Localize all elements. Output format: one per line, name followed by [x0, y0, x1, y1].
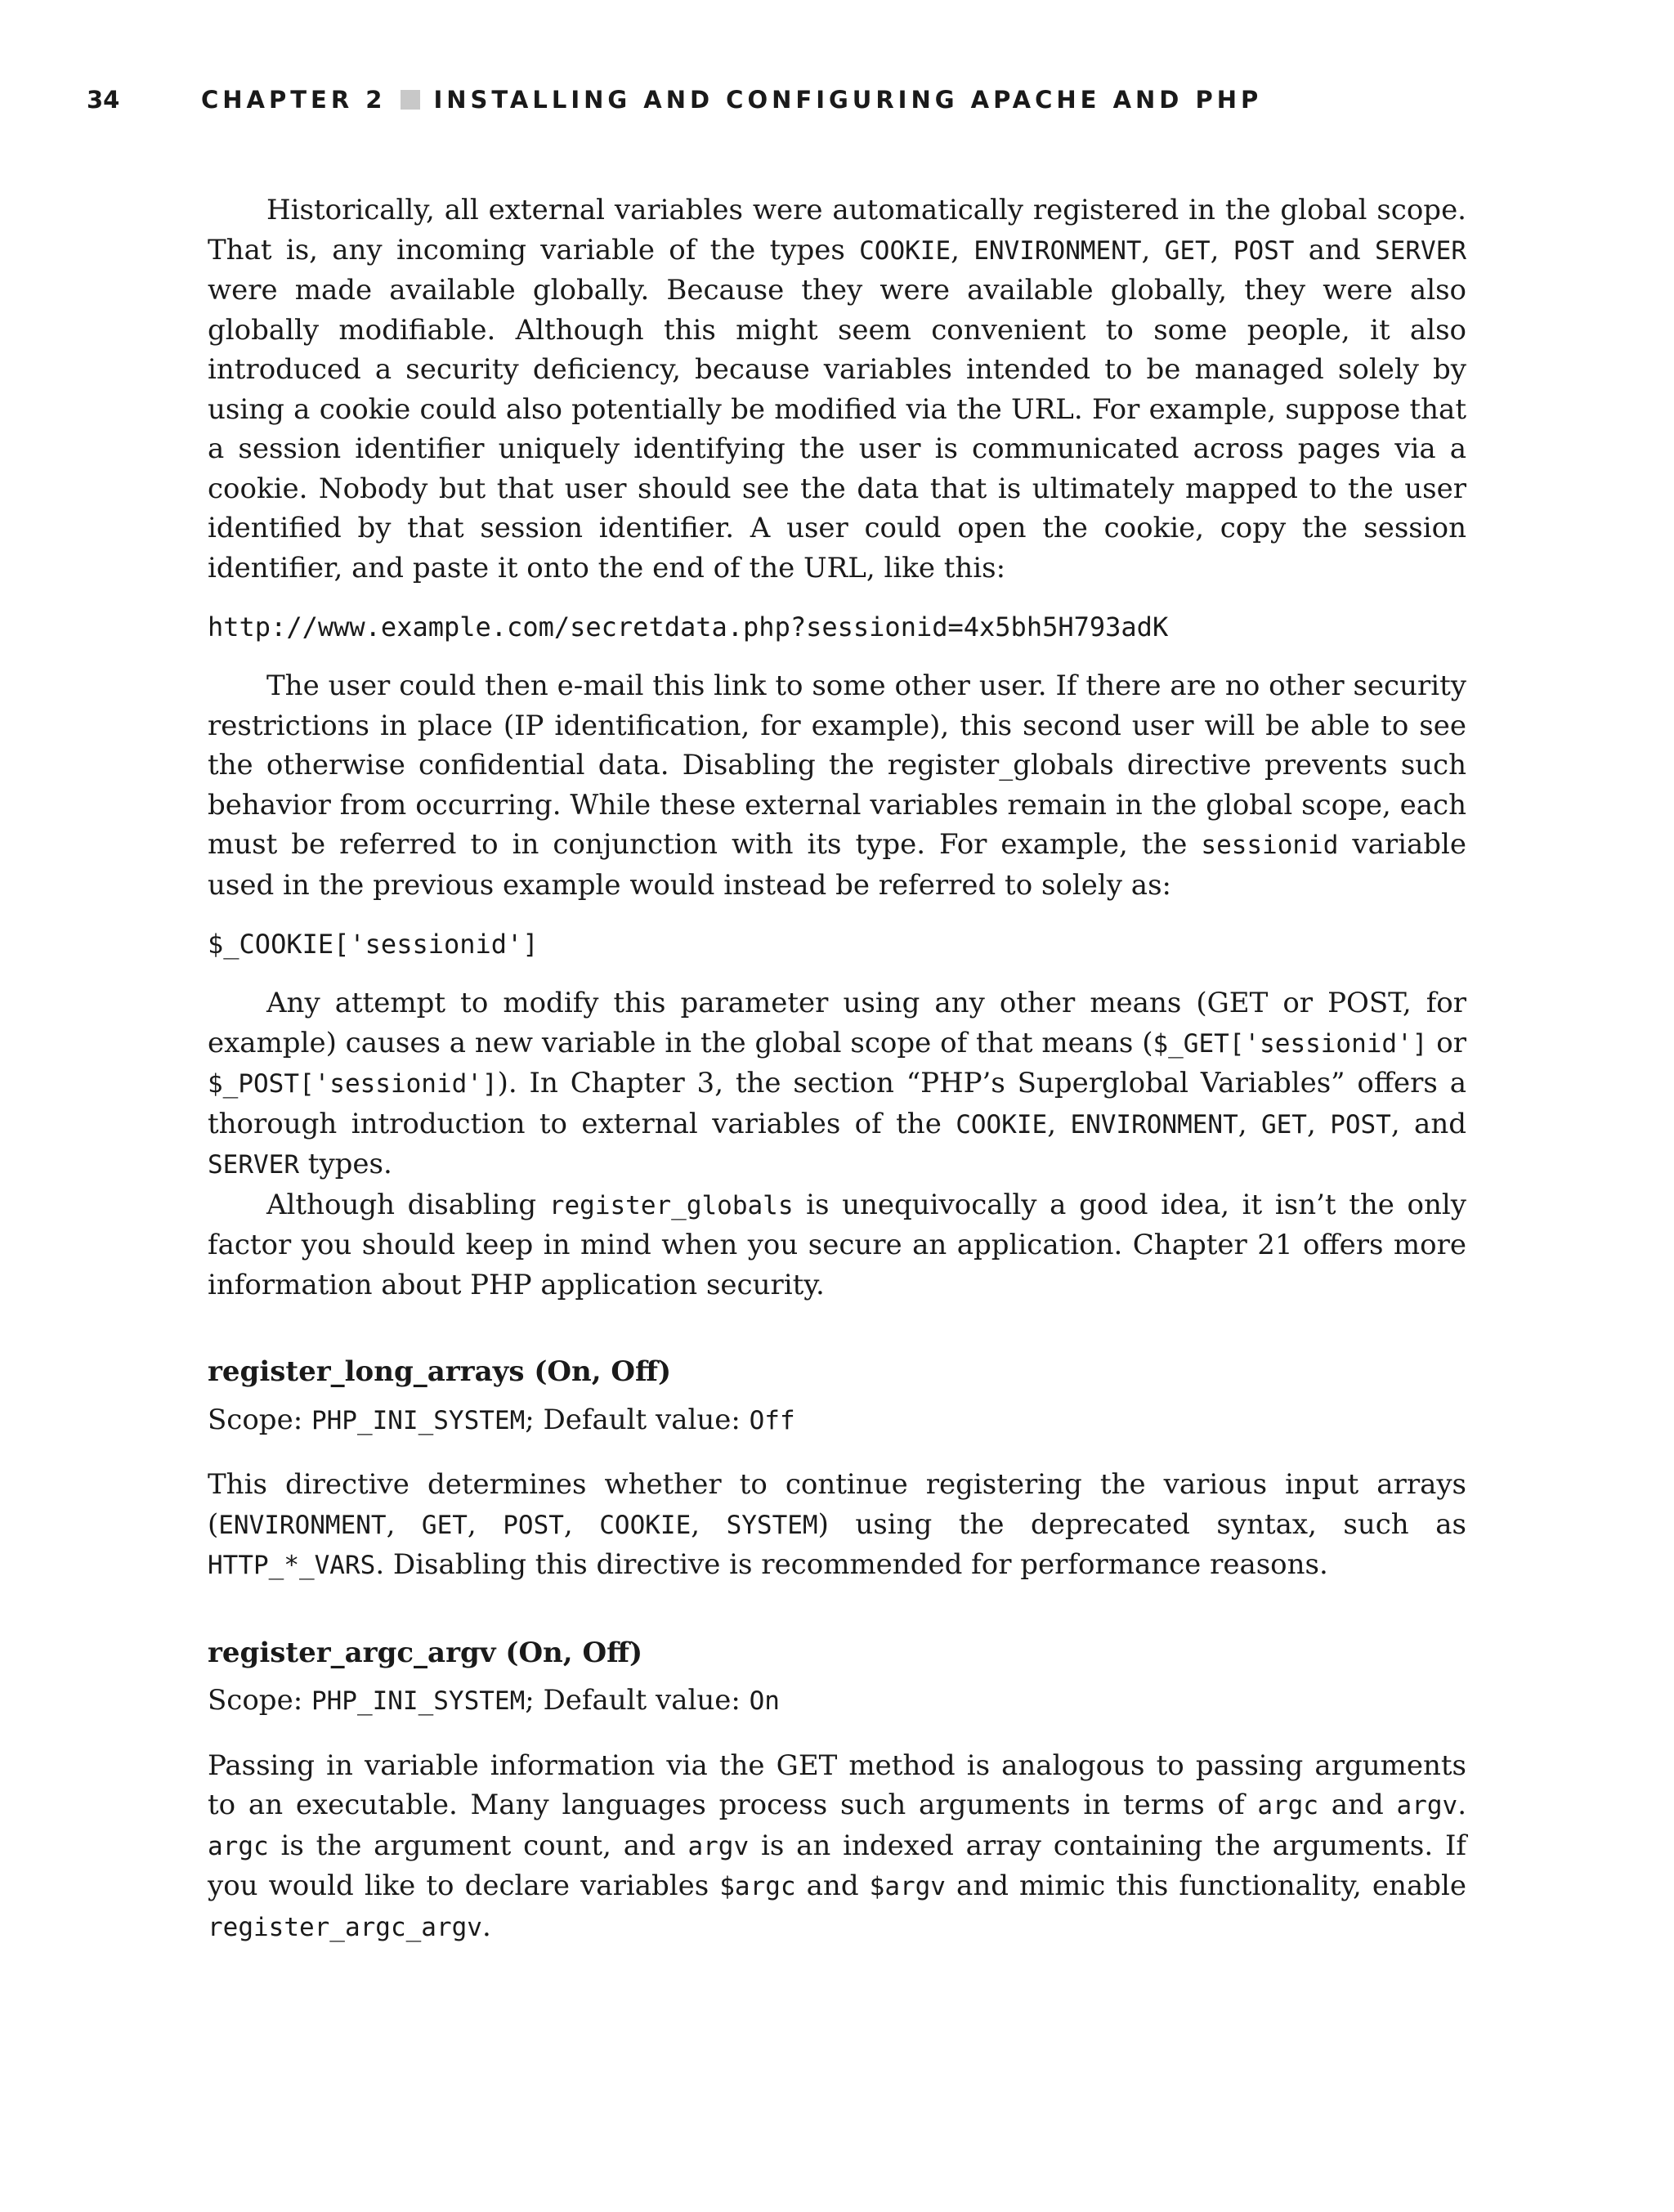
page-number: 34 — [87, 86, 120, 114]
paragraph-register-argc-argv: Passing in variable information via the GET method is analogous to passing arguments to an executable. Many languages process such arguments in terms of argc and argv. argc is the argument count, and argv is an indexed array containing the arguments. If you would like to declare variables $argc and $argv and mimic this functionality, enable register_argc_argv. — [208, 1749, 1466, 1943]
scope-line-register-argc-argv: Scope: PHP_INI_SYSTEM; Default value: On — [208, 1684, 780, 1717]
scope-line-register-long-arrays: Scope: PHP_INI_SYSTEM; Default value: Off — [208, 1403, 795, 1436]
chapter-title: INSTALLING AND CONFIGURING APACHE AND PHP — [433, 86, 1263, 114]
paragraph-email-link: The user could then e-mail this link to some other user. If there are no other security restrictions in place (IP identification, for example), this second user will be able to see the otherwise confidential data. Disabling the register_globals directive prevents such behavior from occurring. While these external variables remain in the global scope, each must be referred to in conjunction with its type. For example, the sessionid variable used in the previous example would instead be referred to solely as: — [208, 669, 1466, 902]
chapter-label: CHAPTER 2 — [201, 86, 387, 114]
paragraph-modify-parameter: Any attempt to modify this parameter using any other means (GET or POST, for example) causes a new variable in the global scope of that means ($_GET['sessionid'] or $_POST['sessionid']). In Chapter 3, the section “PHP’s Superglobal Variables” offers a thorough introduction to external variables of the COOKIE, ENVIRONMENT, GET, POST, and SERVER types. — [208, 987, 1467, 1180]
paragraph-register-globals-history: Historically, all external variables were automatically registered in the global scope. That is, any incoming variable of the types COOKIE, ENVIRONMENT, GET, POST and SERVER were made available globally. Because they were available globally, they were also globally modifiable. Although this might seem convenient to some people, it also introduced a security deficiency, because variables intended to be managed solely by using a cookie could also potentially be modified via the URL. For example, suppose that a session identifier uniquely identifying the user is communicated across pages via a cookie. Nobody but that user should see the data that is ultimately mapped to the user identified by that session identifier. A user could open the cookie, copy the session identifier, and paste it onto the end of the URL, like this: — [208, 194, 1466, 584]
running-head — [87, 82, 1262, 118]
page-body — [208, 190, 1466, 1947]
heading-register-argc-argv: register_argc_argv (On, Off) — [208, 1636, 643, 1669]
heading-register-long-arrays: register_long_arrays (On, Off) — [208, 1355, 672, 1388]
paragraph-register-long-arrays: This directive determines whether to continue registering the various input arrays (ENVIRONMENT, GET, POST, COOKIE, SYSTEM) using the deprecated syntax, such as HTTP_*_VARS. Disabling this directive is recommended for performance reasons. — [208, 1468, 1466, 1581]
code-example-url: http://www.example.com/secretdata.php?sessionid=4x5bh5H793adK — [208, 611, 1169, 643]
header-square-icon — [401, 90, 420, 110]
paragraph-security-note: Although disabling register_globals is unequivocally a good idea, it isn’t the only factor you should keep in mind when you secure an application. Chapter 21 offers more information about PHP application security. — [208, 1188, 1466, 1301]
code-example-cookie: $_COOKIE['sessionid'] — [208, 929, 539, 960]
